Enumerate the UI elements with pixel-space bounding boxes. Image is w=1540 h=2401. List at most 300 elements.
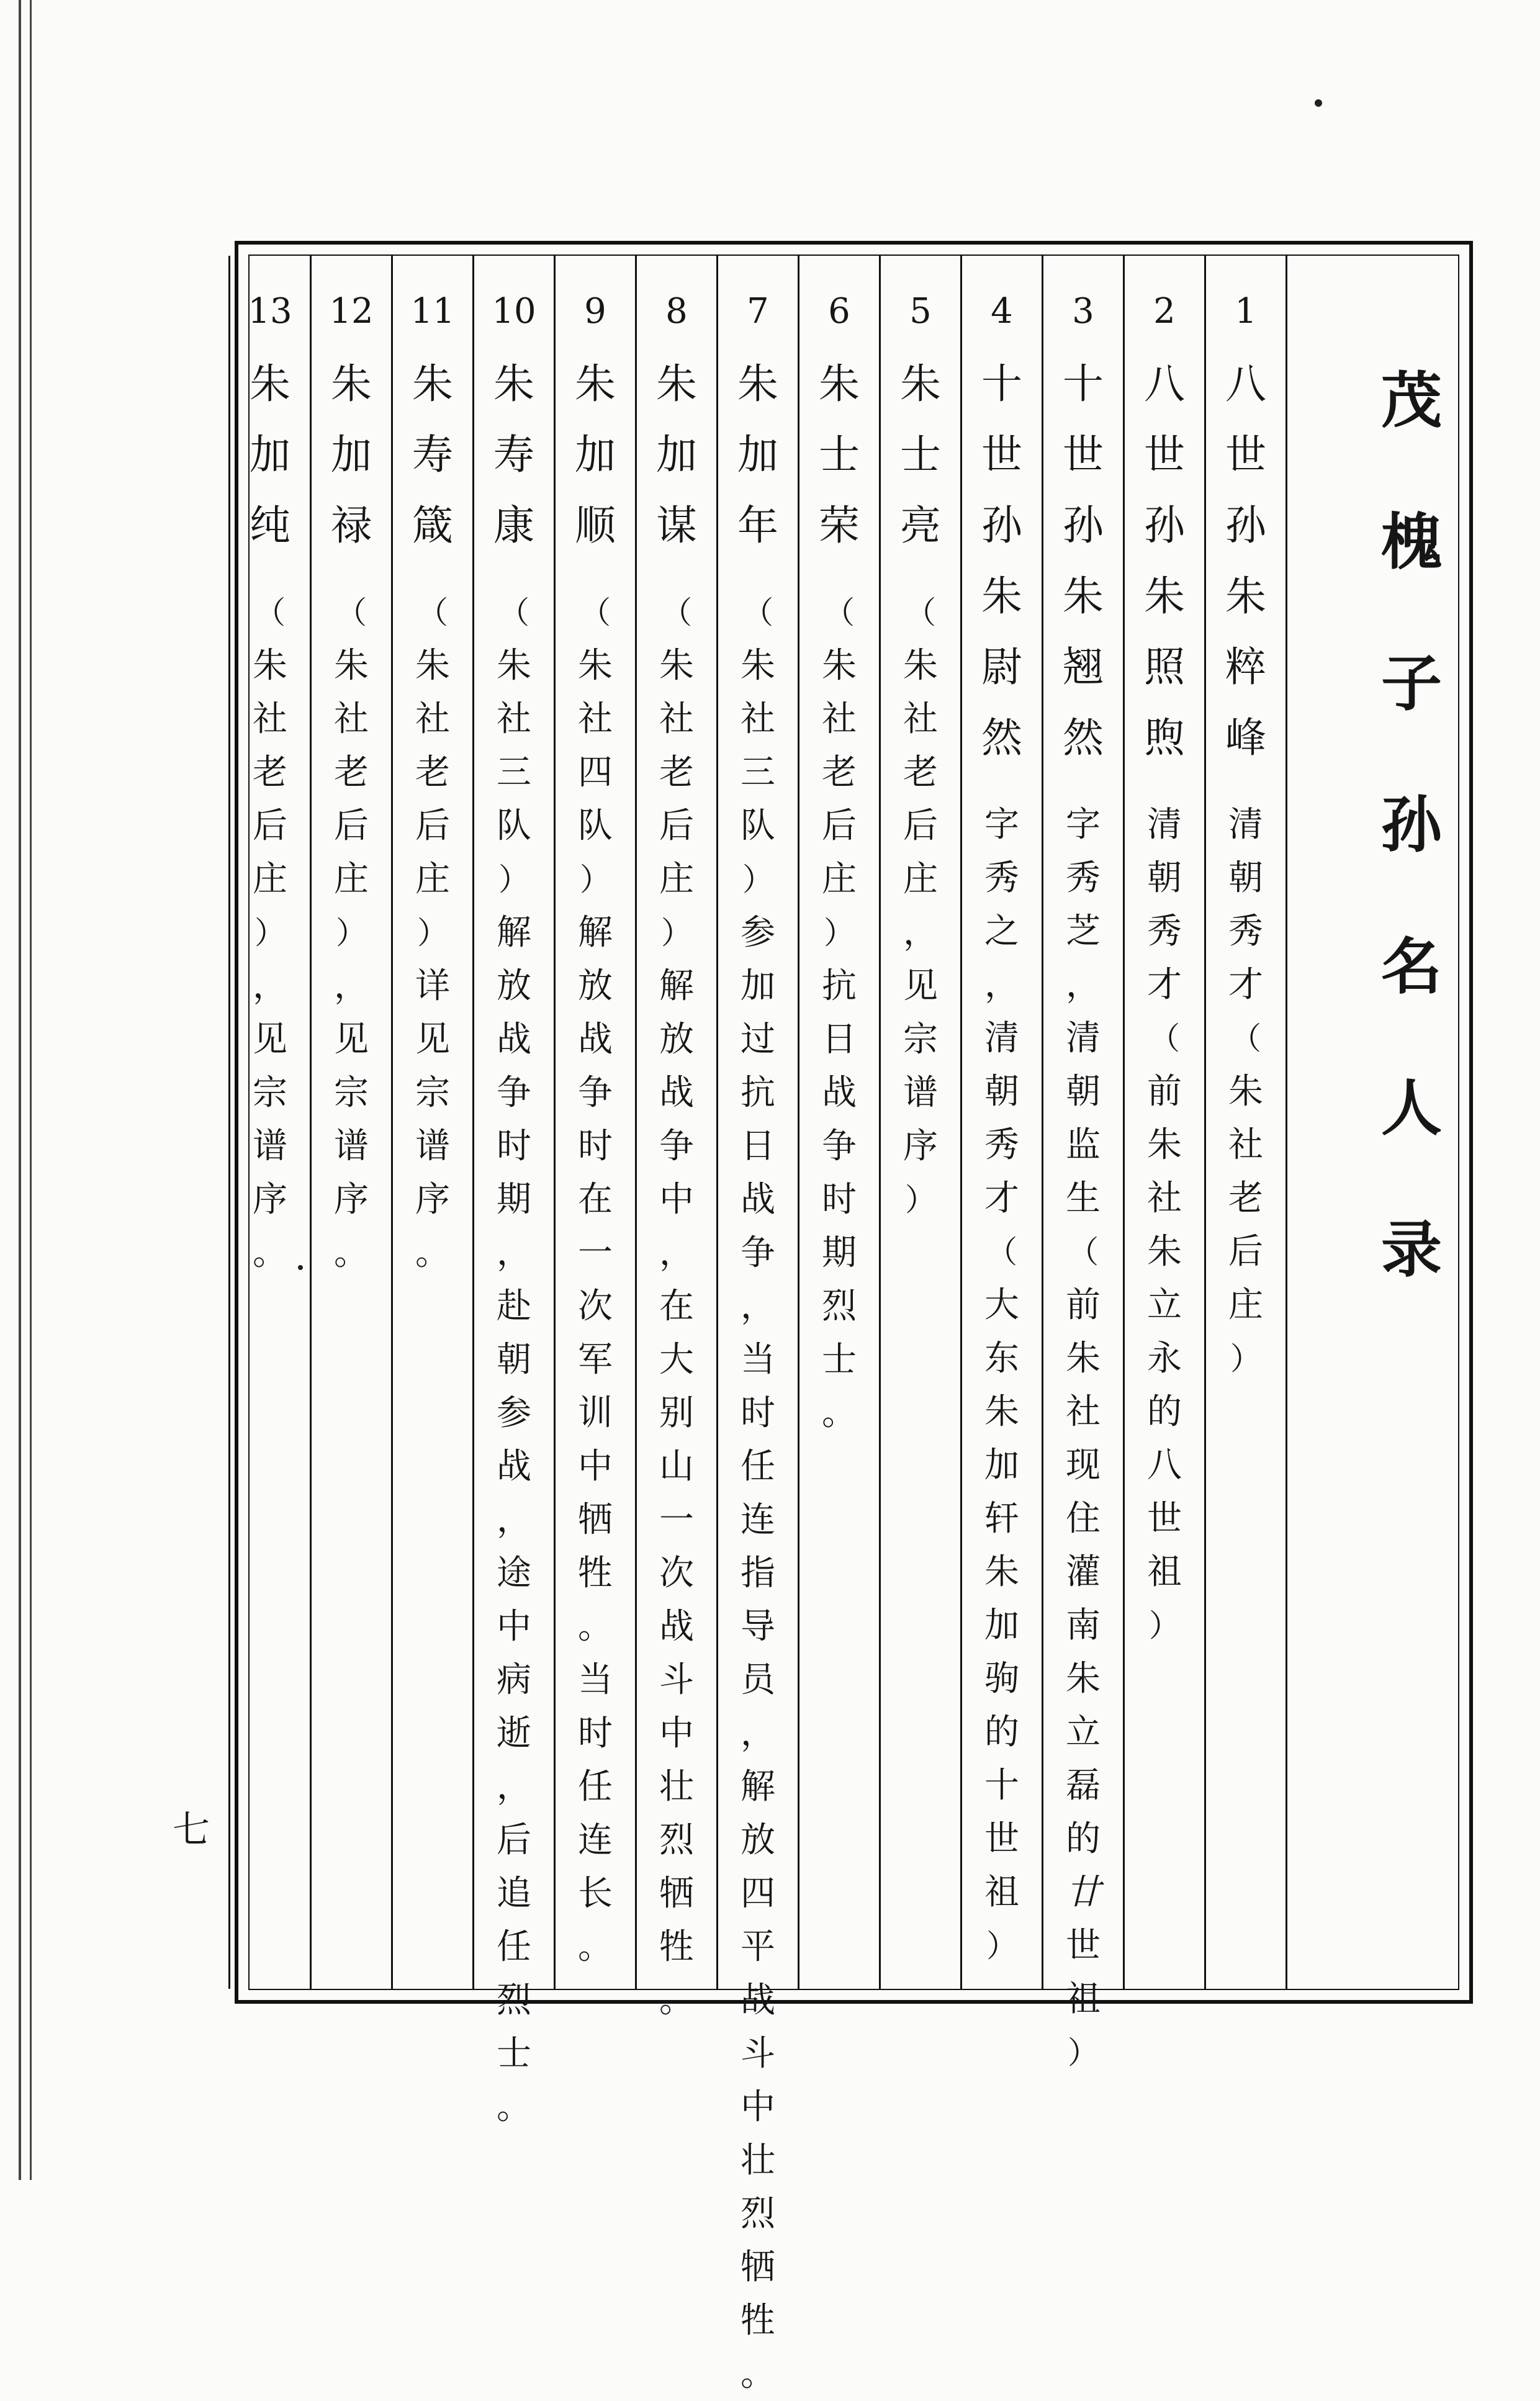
entry-text [799, 274, 879, 1440]
glyph: 队 [578, 806, 613, 846]
glyph: ， [253, 966, 287, 1006]
glyph: 纯 [250, 502, 290, 549]
glyph: 宗 [415, 1073, 450, 1113]
entry-name [312, 349, 391, 561]
glyph: 朱 [1063, 572, 1104, 620]
glyph: 朝 [1228, 858, 1263, 898]
glyph: 孙 [1380, 790, 1442, 861]
entry-note [637, 586, 716, 2027]
glyph: 在 [659, 1286, 694, 1327]
glyph: 三 [497, 752, 531, 793]
glyph: 老 [659, 752, 694, 793]
glyph: 解 [741, 1767, 775, 1807]
glyph: 朱 [1147, 1232, 1182, 1272]
glyph: （ [580, 595, 611, 631]
glyph: 社 [903, 699, 938, 739]
glyph: 前 [1066, 1285, 1101, 1325]
glyph: 士 [497, 2034, 531, 2074]
glyph: 。 [822, 1393, 857, 1433]
glyph: 员 [741, 1660, 775, 1700]
entry-number: 4 [991, 291, 1013, 331]
glyph: 时 [578, 1126, 613, 1166]
entry-column [310, 256, 391, 1989]
glyph: 任 [741, 1446, 775, 1487]
glyph: 庄 [822, 859, 857, 899]
glyph: 加 [984, 1605, 1019, 1646]
glyph: 序 [415, 1179, 450, 1220]
entry-column [1204, 256, 1286, 1989]
glyph: （ [742, 595, 773, 631]
glyph: 过 [741, 1019, 775, 1060]
glyph: 当 [741, 1340, 775, 1380]
glyph: 解 [497, 912, 531, 953]
entry-column [391, 256, 472, 1989]
glyph: ， [984, 965, 1019, 1005]
glyph: 社 [334, 699, 369, 739]
table-columns [248, 255, 1459, 2394]
glyph: 永 [1147, 1338, 1182, 1379]
entry-name [718, 349, 798, 561]
entry-note [718, 586, 798, 2401]
glyph: 朱 [984, 1392, 1019, 1432]
glyph: 序 [334, 1179, 369, 1220]
glyph: 谱 [903, 1073, 938, 1113]
entry-number: 1 [1235, 291, 1257, 331]
glyph: 中 [497, 1606, 531, 1647]
glyph: 世 [984, 1819, 1019, 1859]
glyph: 住 [1066, 1498, 1101, 1539]
glyph: 期 [822, 1233, 857, 1273]
glyph: 现 [1066, 1445, 1101, 1485]
glyph: 照 [1144, 643, 1185, 691]
entry-text [1043, 274, 1123, 2079]
glyph: （ [336, 595, 367, 631]
entry-number: 10 [492, 291, 536, 331]
glyph: 社 [741, 699, 775, 739]
glyph: ， [741, 1286, 775, 1327]
glyph: 后 [822, 806, 857, 846]
glyph: 朱 [334, 646, 369, 686]
glyph: 才 [1228, 965, 1263, 1005]
glyph: 加 [656, 431, 697, 479]
entry-column [1123, 256, 1204, 1989]
glyph: 十 [984, 1765, 1019, 1806]
blank-column [1286, 256, 1365, 1989]
entry-number: 12 [329, 291, 374, 331]
glyph: 朱 [578, 646, 613, 686]
handwritten-correction: 廿 [1066, 1872, 1101, 1912]
glyph: 然 [981, 714, 1022, 762]
glyph: 社 [415, 699, 450, 739]
glyph: 后 [334, 806, 369, 846]
glyph: 老 [415, 752, 450, 793]
glyph: 朱 [984, 1552, 1019, 1592]
title-column [1365, 256, 1458, 1989]
glyph: 加 [331, 431, 372, 479]
glyph: 任 [578, 1767, 613, 1807]
glyph: 战 [578, 1019, 613, 1060]
glyph: 任 [497, 1927, 531, 1967]
glyph: 见 [415, 1019, 450, 1060]
entry-number: 2 [1153, 291, 1176, 331]
entry-number: 11 [410, 291, 455, 331]
glyph: 期 [497, 1179, 531, 1220]
glyph: ， [903, 912, 938, 953]
glyph: 庄 [1228, 1285, 1263, 1325]
glyph: 中 [578, 1446, 613, 1487]
glyph: ） [661, 915, 692, 951]
glyph: 逝 [497, 1713, 531, 1754]
glyph: 后 [1228, 1232, 1263, 1272]
glyph: 的 [1147, 1392, 1182, 1432]
entry-note [1043, 798, 1123, 2079]
entry-text [312, 274, 391, 1280]
glyph: 见 [253, 1019, 287, 1060]
glyph: 驹 [984, 1659, 1019, 1699]
glyph: 朱 [1225, 572, 1266, 620]
glyph: 后 [659, 806, 694, 846]
glyph: 时 [822, 1179, 857, 1220]
glyph: 粹 [1225, 643, 1266, 691]
glyph: 斗 [741, 2034, 775, 2074]
glyph: 世 [981, 431, 1022, 479]
glyph: ） [986, 1928, 1017, 1964]
glyph: 槐 [1380, 507, 1442, 578]
glyph: 朱 [1066, 1659, 1101, 1699]
glyph: 。 [578, 1606, 613, 1647]
glyph: 士 [900, 431, 941, 479]
entry-column [472, 256, 554, 2127]
glyph: ） [905, 1182, 936, 1218]
glyph: 牺 [659, 1873, 694, 1914]
glyph: 朱 [415, 646, 450, 686]
entry-number: 3 [1072, 291, 1094, 331]
entry-note [1125, 798, 1204, 1652]
entry-name [637, 349, 716, 561]
glyph: 牺 [578, 1500, 613, 1540]
glyph: 字 [1066, 804, 1101, 845]
glyph: 朱 [331, 360, 372, 408]
glyph: 壮 [659, 1767, 694, 1807]
entry-number: 5 [909, 291, 932, 331]
glyph: 。 [741, 2354, 775, 2394]
entry-name [881, 349, 960, 561]
entry-column [716, 256, 798, 2394]
glyph: 秀 [984, 1125, 1019, 1165]
glyph: 世 [1063, 431, 1104, 479]
entry-text [718, 274, 798, 2401]
glyph: 次 [659, 1553, 694, 1593]
glyph: 的 [1066, 1819, 1101, 1859]
glyph: 连 [578, 1820, 613, 1860]
glyph: 朝 [497, 1340, 531, 1380]
glyph: 解 [659, 966, 694, 1006]
glyph: 战 [497, 1019, 531, 1060]
entry-text [230, 274, 310, 1280]
glyph: 后 [497, 1820, 531, 1860]
glyph: 庄 [903, 859, 938, 899]
glyph: 朱 [656, 360, 697, 408]
glyph: 煦 [1144, 714, 1185, 762]
glyph: ， [497, 1233, 531, 1273]
glyph: 病 [497, 1660, 531, 1700]
entry-note [1206, 798, 1286, 1385]
glyph: 庄 [334, 859, 369, 899]
glyph: 朱 [1144, 572, 1185, 620]
glyph: 平 [741, 1927, 775, 1967]
glyph: 年 [737, 502, 778, 549]
glyph: 社 [822, 699, 857, 739]
glyph: 朱 [575, 360, 616, 408]
glyph: 牲 [659, 1927, 694, 1967]
glyph: 祖 [984, 1872, 1019, 1912]
glyph: 士 [822, 1340, 857, 1380]
glyph: 连 [741, 1500, 775, 1540]
glyph: 时 [497, 1126, 531, 1166]
glyph: 序 [903, 1126, 938, 1166]
glyph: 朱 [1066, 1338, 1101, 1379]
glyph: 人 [1380, 1073, 1442, 1144]
glyph: 灌 [1066, 1552, 1101, 1592]
glyph: 。 [659, 1980, 694, 2020]
glyph: 后 [415, 806, 450, 846]
entry-name [962, 349, 1042, 773]
glyph: （ [254, 595, 286, 631]
glyph: 孙 [1225, 502, 1266, 549]
glyph: 朱 [900, 360, 941, 408]
glyph: 世 [1144, 431, 1185, 479]
glyph: 秀 [984, 858, 1019, 898]
glyph: 。 [578, 1927, 613, 1967]
glyph: 才 [1147, 965, 1182, 1005]
glyph: 清 [984, 1018, 1019, 1058]
glyph: 老 [253, 752, 287, 793]
glyph: ） [580, 862, 611, 898]
glyph: 。 [334, 1233, 369, 1273]
entry-note [474, 586, 554, 2134]
page-title [1365, 330, 1458, 1321]
glyph: 生 [1066, 1178, 1101, 1219]
glyph: 世 [1225, 431, 1266, 479]
entry-name [1206, 349, 1286, 773]
glyph: 战 [497, 1446, 531, 1487]
glyph: 祖 [1147, 1552, 1182, 1592]
glyph: 谱 [253, 1126, 287, 1166]
glyph: 社 [1147, 1178, 1182, 1219]
glyph: 宗 [334, 1073, 369, 1113]
glyph: 老 [822, 752, 857, 793]
glyph: ， [497, 1767, 531, 1807]
glyph: 名 [1380, 931, 1442, 1002]
entry-note [962, 798, 1042, 1973]
glyph: 朝 [984, 1071, 1019, 1112]
glyph: ） [824, 915, 855, 951]
entry-column [635, 256, 716, 2020]
glyph: （ [824, 595, 855, 631]
glyph: ） [742, 862, 773, 898]
glyph: 在 [578, 1179, 613, 1220]
glyph: 争 [741, 1233, 775, 1273]
glyph: ） [1149, 1608, 1180, 1644]
glyph: 字 [984, 804, 1019, 845]
binding-edge-line [19, 0, 21, 2180]
glyph: 寿 [493, 431, 534, 479]
entry-text [1206, 274, 1286, 1385]
glyph: 四 [741, 1873, 775, 1914]
glyph: 中 [659, 1179, 694, 1220]
glyph: 大 [984, 1285, 1019, 1325]
glyph: 放 [741, 1820, 775, 1860]
glyph: 尉 [981, 643, 1022, 691]
entry-name [799, 349, 879, 561]
glyph: 八 [1144, 360, 1185, 408]
glyph: 日 [822, 1019, 857, 1060]
entry-name [1043, 349, 1123, 773]
glyph: 庄 [659, 859, 694, 899]
glyph: 监 [1066, 1125, 1101, 1165]
glyph: 箴 [412, 502, 453, 549]
glyph: 清 [1228, 804, 1263, 845]
entry-column [879, 256, 960, 1989]
entry-column [798, 256, 879, 1989]
glyph: 指 [741, 1553, 775, 1593]
glyph: 朱 [493, 360, 534, 408]
glyph: 中 [741, 2087, 775, 2127]
glyph: 子 [1380, 648, 1442, 719]
glyph: 日 [741, 1126, 775, 1166]
entry-number: 13 [248, 291, 292, 331]
glyph: 加 [575, 431, 616, 479]
glyph: 祖 [1066, 1979, 1101, 2019]
glyph: 朱 [412, 360, 453, 408]
glyph: 世 [1066, 1926, 1101, 1966]
glyph: ） [336, 915, 367, 951]
glyph: 后 [903, 806, 938, 846]
glyph: 加 [984, 1445, 1019, 1485]
glyph: 队 [741, 806, 775, 846]
glyph: ） [1230, 1341, 1261, 1377]
glyph: 十 [981, 360, 1022, 408]
entry-number: 9 [584, 291, 606, 331]
glyph: 庄 [253, 859, 287, 899]
glyph: 牲 [741, 2300, 775, 2341]
glyph: 谱 [334, 1126, 369, 1166]
glyph: ） [417, 915, 448, 951]
glyph: ， [497, 1500, 531, 1540]
glyph: 战 [822, 1073, 857, 1113]
glyph: 牺 [741, 2247, 775, 2287]
glyph: 孙 [981, 502, 1022, 549]
glyph: 解 [578, 912, 613, 953]
glyph: 争 [497, 1073, 531, 1113]
glyph: 南 [1066, 1605, 1101, 1646]
glyph: 清 [1147, 804, 1182, 845]
glyph: 时 [741, 1393, 775, 1433]
glyph: 茂 [1380, 365, 1442, 436]
glyph: 争 [578, 1073, 613, 1113]
entry-name [474, 349, 554, 561]
glyph: 寿 [412, 431, 453, 479]
table-frame [235, 241, 1473, 2394]
glyph: 立 [1147, 1285, 1182, 1325]
glyph: 队 [497, 806, 531, 846]
entry-note [230, 586, 310, 1280]
entry-note [799, 586, 879, 1440]
glyph: 然 [1063, 714, 1104, 762]
glyph: 八 [1147, 1445, 1182, 1485]
glyph: 中 [659, 1713, 694, 1754]
glyph: 。 [415, 1233, 450, 1273]
glyph: 社 [659, 699, 694, 739]
entry-name [230, 349, 310, 561]
glyph: （ [661, 595, 692, 631]
entry-name [1125, 349, 1204, 773]
glyph: 见 [334, 1019, 369, 1060]
glyph: 争 [822, 1126, 857, 1166]
glyph: 序 [253, 1179, 287, 1220]
glyph: （ [1149, 1020, 1180, 1056]
glyph: 加 [250, 431, 290, 479]
glyph: 朝 [1147, 858, 1182, 898]
glyph: 赴 [497, 1286, 531, 1327]
glyph: 抗 [741, 1073, 775, 1113]
glyph: 加 [737, 431, 778, 479]
glyph: 朱 [981, 572, 1022, 620]
glyph: 社 [1228, 1125, 1263, 1165]
glyph: 朱 [903, 646, 938, 686]
entry-column [554, 256, 635, 1989]
entry-note [881, 586, 960, 1227]
glyph: 加 [741, 966, 775, 1006]
glyph: 见 [903, 966, 938, 1006]
entry-text [637, 274, 716, 2027]
glyph: 大 [659, 1340, 694, 1380]
glyph: 争 [659, 1126, 694, 1166]
glyph: 宗 [903, 1019, 938, 1060]
glyph: 放 [659, 1019, 694, 1060]
entry-column [1042, 256, 1123, 2071]
glyph: 朱 [822, 646, 857, 686]
entry-name [393, 349, 472, 561]
glyph: 战 [741, 1980, 775, 2020]
glyph: 庄 [415, 859, 450, 899]
glyph: 朱 [1147, 1125, 1182, 1165]
glyph: （ [1068, 1234, 1099, 1270]
glyph: 追 [497, 1873, 531, 1914]
glyph: 朱 [819, 360, 860, 408]
glyph: 四 [578, 752, 613, 793]
glyph: 谱 [415, 1126, 450, 1166]
glyph: 秀 [1066, 858, 1101, 898]
glyph: 战 [659, 1073, 694, 1113]
glyph: 社 [1066, 1392, 1101, 1432]
entry-number: 8 [665, 291, 688, 331]
glyph: 朱 [253, 646, 287, 686]
glyph: 老 [903, 752, 938, 793]
glyph: 孙 [1063, 502, 1104, 549]
glyph: 训 [578, 1393, 613, 1433]
glyph: 清 [1066, 1018, 1101, 1058]
glyph: 战 [741, 1179, 775, 1220]
glyph: 芝 [1066, 911, 1101, 952]
glyph: （ [498, 595, 529, 631]
glyph: 导 [741, 1606, 775, 1647]
entry-column [960, 256, 1042, 1989]
glyph: 录 [1380, 1214, 1442, 1286]
glyph: 烈 [822, 1286, 857, 1327]
glyph: 详 [415, 966, 450, 1006]
entry-text [556, 274, 635, 1974]
